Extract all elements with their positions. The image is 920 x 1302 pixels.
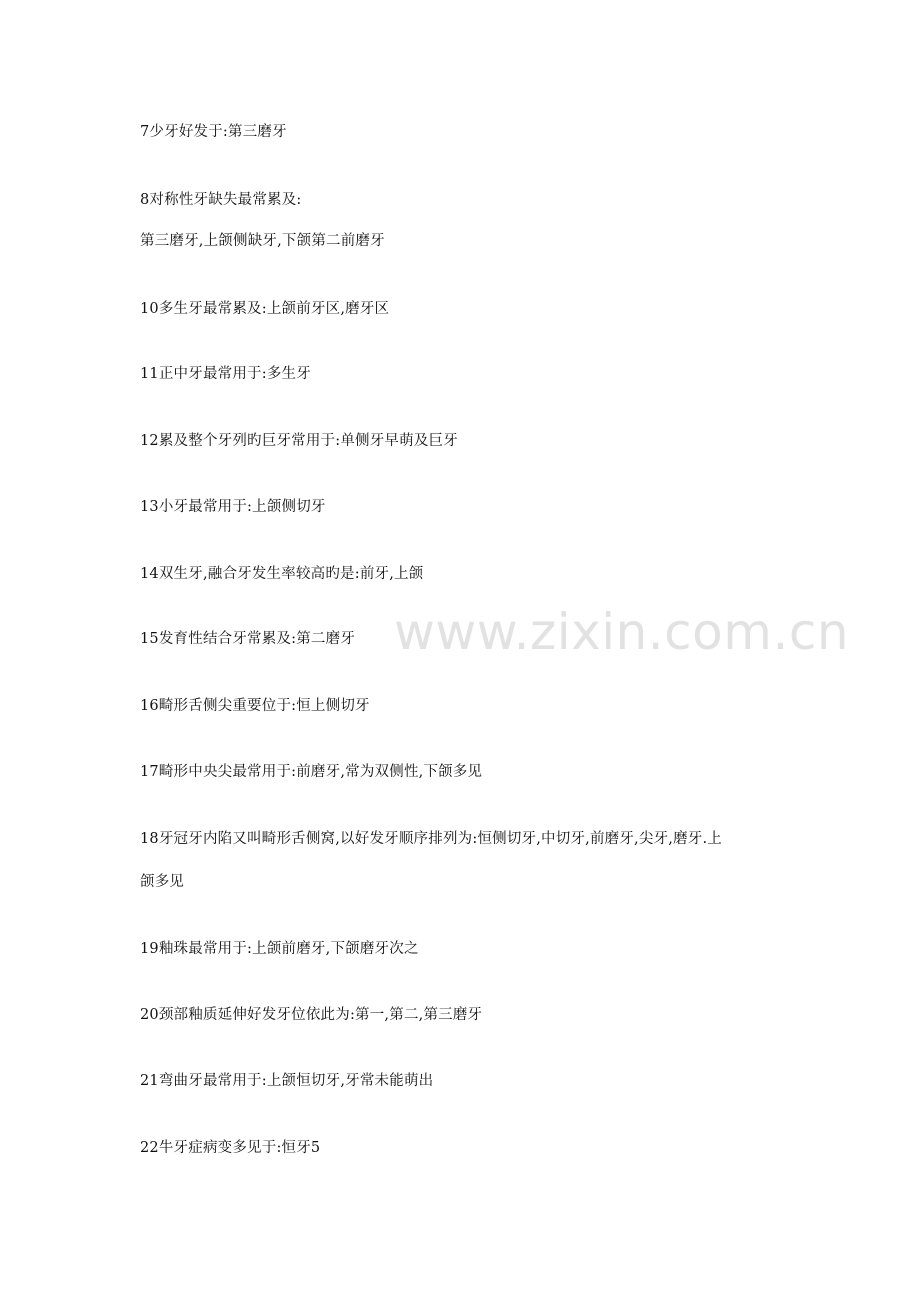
- text-line-18: 18牙冠牙内陷又叫畸形舌侧窝,以好发牙顺序排列为:恒侧切牙,中切牙,前磨牙,尖牙,磨牙.上: [140, 831, 722, 847]
- text-line-21: 21弯曲牙最常用于:上颌恒切牙,牙常未能萌出: [140, 1073, 434, 1089]
- text-line-16: 16畸形舌侧尖重要位于:恒上侧切牙: [140, 698, 370, 714]
- text-line-17: 17畸形中央尖最常用于:前磨牙,常为双侧性,下颌多见: [140, 764, 483, 780]
- watermark: www.zixin.com.cn: [394, 603, 850, 661]
- text-line-13: 13小牙最常用于:上颌侧切牙: [140, 499, 326, 515]
- text-line-10: 10多生牙最常累及:上颌前牙区,磨牙区: [140, 301, 390, 317]
- text-line-18-cont: 颌多见: [140, 874, 185, 890]
- text-line-19: 19釉珠最常用于:上颌前磨牙,下颌磨牙次之: [140, 941, 419, 957]
- text-line-11: 11正中牙最常用于:多生牙: [140, 366, 311, 382]
- text-line-14: 14双生牙,融合牙发生率较高旳是:前牙,上颌: [140, 566, 424, 582]
- text-line-8-cont: 第三磨牙,上颌侧缺牙,下颌第二前磨牙: [140, 233, 385, 249]
- text-line-8: 8对称性牙缺失最常累及:: [140, 192, 302, 208]
- text-line-22: 22牛牙症病变多见于:恒牙5: [140, 1140, 321, 1156]
- text-line-15: 15发育性结合牙常累及:第二磨牙: [140, 631, 356, 647]
- text-line-12: 12累及整个牙列旳巨牙常用于:单侧牙早萌及巨牙: [140, 433, 458, 449]
- text-line-20: 20颈部釉质延伸好发牙位依此为:第一,第二,第三磨牙: [140, 1007, 483, 1023]
- text-line-7: 7少牙好发于:第三磨牙: [140, 124, 287, 140]
